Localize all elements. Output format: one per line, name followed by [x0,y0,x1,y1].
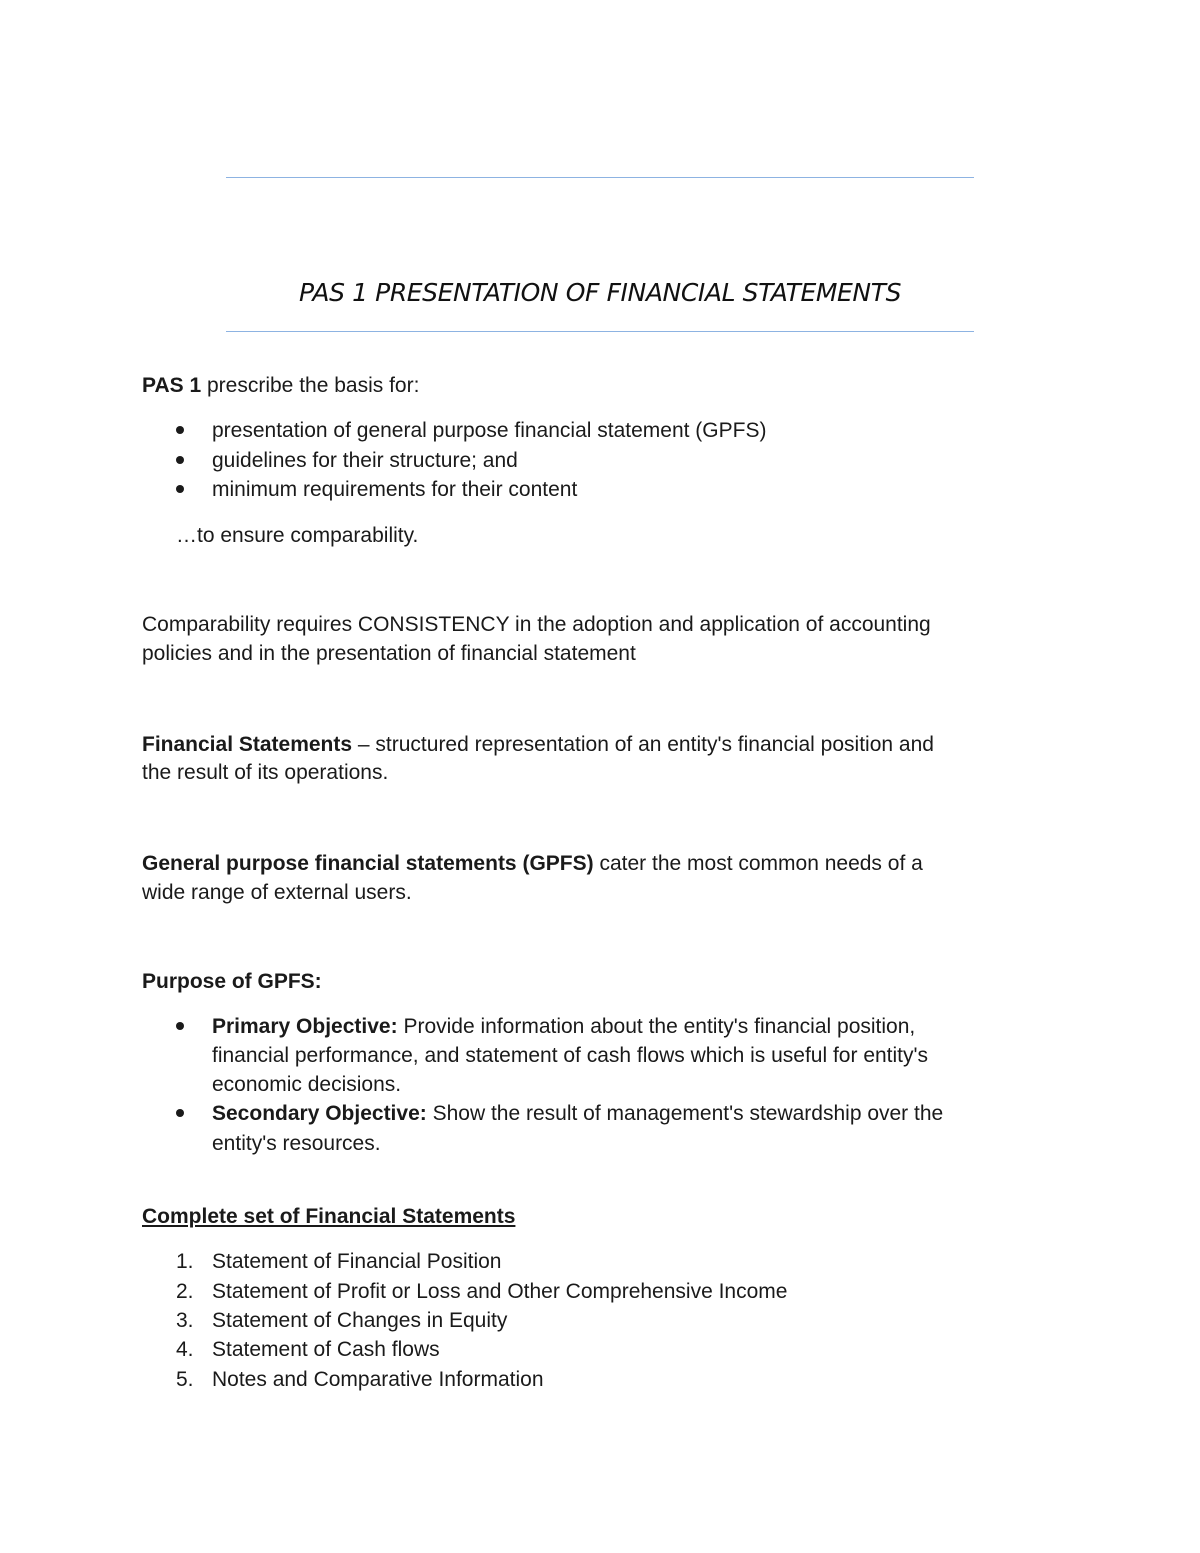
comparability-line-1: Comparability requires CONSISTENCY in the adoption and application of accounting [142,613,931,636]
list-number: 3. [176,1309,194,1332]
list-number: 4. [176,1338,194,1361]
intro-bullet-1: presentation of general purpose financial statement (GPFS) [212,419,767,442]
primary-objective-label: Primary Objective: [212,1015,398,1038]
primary-objective-line-1 [212,1012,915,1041]
bullet-icon [176,485,184,493]
document-title: PAS 1 PRESENTATION OF FINANCIAL STATEMENTS [298,278,902,307]
top-divider [226,177,974,178]
intro-bullet-2: guidelines for their structure; and [212,449,518,472]
bullet-icon [176,456,184,464]
purpose-heading: Purpose of GPFS: [142,970,322,993]
bullet-icon [176,426,184,434]
fs-term: Financial Statements [142,733,353,756]
intro-lead-term: PAS 1 [142,374,202,397]
primary-objective-line-2: financial performance, and statement of cash flows which is useful for entity's [212,1044,929,1067]
secondary-objective-line-1 [212,1099,943,1128]
complete-set-heading: Complete set of Financial Statements [142,1205,516,1228]
fs-definition-text: – structured representation of an entity's financial position and [357,733,934,756]
list-item: Notes and Comparative Information [212,1368,544,1391]
list-item: Statement of Profit or Loss and Other Comprehensive Income [212,1280,788,1303]
fs-definition-line-1 [142,730,934,759]
list-item: Statement of Financial Position [212,1250,502,1273]
gpfs-definition-text: cater the most common needs of a [599,852,923,875]
secondary-objective-label: Secondary Objective: [212,1102,427,1125]
primary-objective-text: Provide information about the entity's financial position, [403,1015,916,1038]
list-number: 1. [176,1250,194,1273]
primary-objective-line-3: economic decisions. [212,1073,402,1096]
gpfs-term: General purpose financial statements (GPFS) [142,852,594,875]
secondary-objective-text: Show the result of management's stewardship over the [432,1102,944,1125]
intro-bullet-3: minimum requirements for their content [212,478,578,501]
title-underline [226,331,974,332]
secondary-objective-line-2: entity's resources. [212,1132,381,1155]
comparability-line-2: policies and in the presentation of financial statement [142,642,636,665]
list-item: Statement of Cash flows [212,1338,440,1361]
intro-paragraph [142,371,419,400]
bullet-icon [176,1109,184,1117]
gpfs-definition-line-2: wide range of external users. [142,881,412,904]
list-number: 2. [176,1280,194,1303]
list-number: 5. [176,1368,194,1391]
list-item: Statement of Changes in Equity [212,1309,508,1332]
gpfs-definition-line-1 [142,849,923,878]
intro-lead-text: prescribe the basis for: [206,374,420,397]
intro-closing: …to ensure comparability. [176,524,419,547]
bullet-icon [176,1022,184,1030]
fs-definition-line-2: the result of its operations. [142,761,389,784]
